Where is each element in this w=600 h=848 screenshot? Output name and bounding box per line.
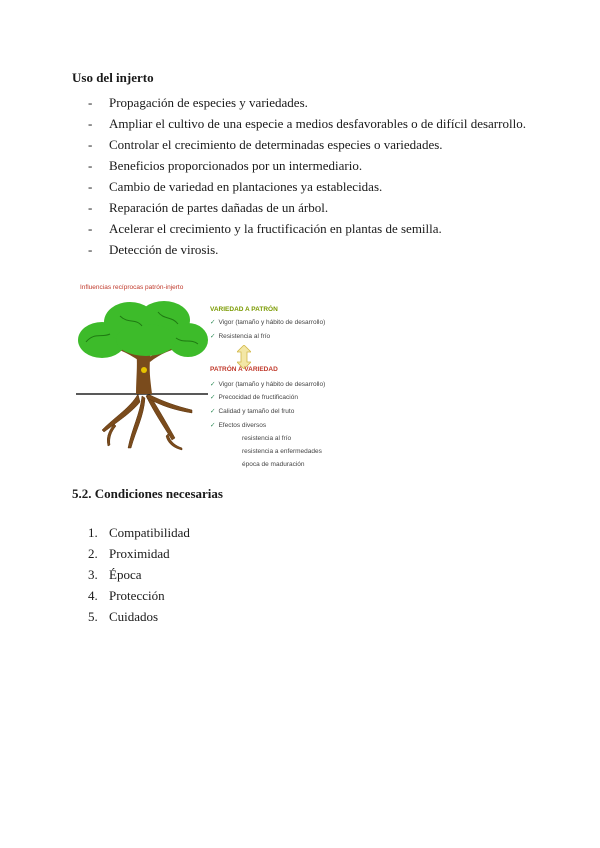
injerto-figure (72, 280, 372, 470)
foliage (78, 301, 208, 358)
efecto-item: resistencia a enfermedades (242, 448, 322, 455)
roots (102, 394, 192, 450)
graft-point (141, 367, 147, 373)
list-item: - Controlar el crecimiento de determinadas especies o variedades. (88, 137, 443, 152)
list-item: 1. Compatibilidad (88, 525, 190, 540)
list-item: 2. Proximidad (88, 546, 170, 561)
list-item: 5. Cuidados (88, 609, 159, 624)
variedad-item: ✓ Resistencia al frío (210, 333, 271, 340)
variedad-heading: VARIEDAD A PATRÓN (210, 306, 278, 313)
list-item: 4. Protección (88, 588, 165, 603)
uso-heading: Uso del injerto (72, 70, 154, 85)
efecto-item: resistencia al frío (242, 435, 292, 442)
patron-item: ✓ Precocidad de fructificación (210, 394, 298, 401)
list-item: - Ampliar el cultivo de una especie a medios desfavorables o de difícil desarrollo. (88, 116, 526, 131)
list-item: - Acelerar el crecimiento y la fructificación en plantas de semilla. (88, 221, 442, 236)
patron-item: ✓ Calidad y tamaño del fruto (210, 408, 295, 415)
list-item: - Reparación de partes dañadas de un árbol. (88, 200, 329, 215)
patron-item: ✓ Vigor (tamaño y hábito de desarrollo) (210, 381, 326, 388)
list-item: - Cambio de variedad en plantaciones ya establecidas. (88, 179, 383, 194)
condiciones-list (88, 522, 190, 627)
list-item: - Propagación de especies y variedades. (88, 95, 308, 110)
patron-item: ✓ Efectos diversos (210, 422, 267, 429)
uso-list (88, 92, 526, 260)
tree-illustration (72, 298, 212, 458)
list-item: - Beneficios proporcionados por un intermediario. (88, 158, 363, 173)
patron-heading: PATRÓN A VARIEDAD (210, 366, 278, 373)
efecto-item: época de maduración (242, 461, 305, 468)
variedad-item: ✓ Vigor (tamaño y hábito de desarrollo) (210, 319, 326, 326)
list-item: 3. Época (88, 567, 142, 582)
figure-title: Influencias recíprocas patrón-injerto (80, 284, 184, 291)
condiciones-heading: 5.2. Condiciones necesarias (72, 486, 223, 501)
list-item: - Detección de virosis. (88, 242, 219, 257)
